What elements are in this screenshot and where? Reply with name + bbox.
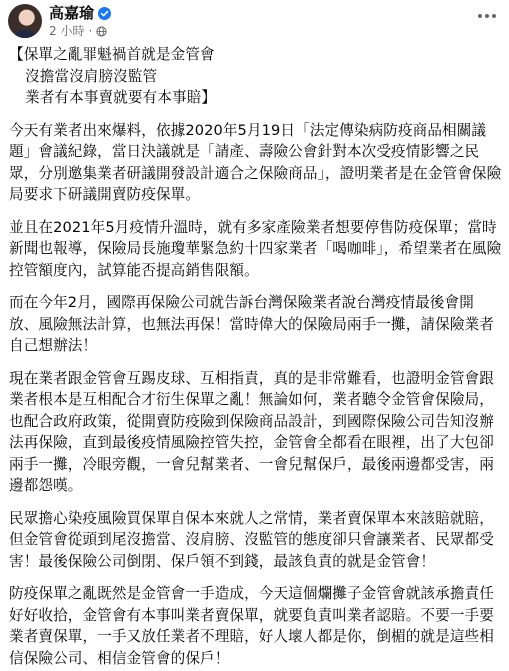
author-avatar[interactable] (8, 4, 42, 38)
post-paragraph: 並且在2021年5月疫情升溫時，就有多家產險業者想要停售防疫保單；當時新聞也報導，保險局長施瓊華緊急約十四家業者「喝咖啡」，希望業者在風險控管額度內，試算能否提高銷售限額。 (9, 218, 502, 279)
post-paragraph: 今天有業者出來爆料，依據2020年5月19日「法定傳染病防疫商品相關議題」會議紀錄，當日決議就是「請產、壽險公會針對本次受疫情影響之民眾，分別邀集業者研議開發設計適合之保險商品」，證明業者是在金管會保險局要求下研議開賣防疫保單。 (9, 121, 502, 203)
post-paragraph: 民眾擔心染疫風險買保單自保本來就人之常情，業者賣保單本來該賠就賠，但金管會從頭到尾沒擔當、沒肩膀、沒監管的態度卻只會讓業者、民眾都受害！最後保險公司倒閉、保戶領不到錢，最該負責的就是金管會！ (9, 509, 494, 570)
post-paragraph: 而在今年2月，國際再保險公司就告訴台灣保險業者說台灣疫情最後會開放、風險無法計算，也無法再保！當時偉大的保險局兩手一攤，請保險業者自己想辦法！ (9, 294, 494, 354)
author-row (49, 4, 111, 22)
post-timestamp[interactable]: 2 小時 (49, 24, 85, 38)
post-body (9, 44, 503, 669)
headline-line: 沒擔當沒肩膀沒監管 (25, 67, 158, 85)
more-options-icon[interactable] (475, 8, 499, 24)
post-header (0, 0, 509, 44)
post-headline (9, 44, 503, 109)
headline-line: 業者有本事賣就要有本事賠】 (25, 89, 217, 106)
verified-badge-icon (98, 7, 111, 20)
globe-icon[interactable] (96, 26, 107, 37)
author-name[interactable]: 高嘉瑜 (49, 4, 95, 22)
headline-line: 【保單之亂罪魁禍首就是金管會 (9, 46, 215, 63)
post-meta (49, 24, 107, 38)
post-paragraph: 防疫保單之亂既然是金管會一手造成，今天這個爛攤子金管會就該承擔責任好好收拾，金管會有本事叫業者賣保單，就要負責叫業者認賠。不要一手要業者賣保單，一手又放任業者不理賠，好人壞人都是你，倒楣的就是這些相信保險公司、相信金管會的保戶！ (9, 585, 494, 667)
post-paragraph: 現在業者跟金管會互踢皮球、互相指責，真的是非常難看，也證明金管會跟業者根本是互相配合才衍生保單之亂！無論如何，業者聽令金管會保險局，也配合政府政策，從開賣防疫險到保險商品設計，到國際保險公司告知沒辦法再保險，直到最後疫情風險控管失控，金管會全都看在眼裡，出了大包卻兩手一攤，冷眼旁觀，一會兒幫業者、一會兒幫保戶，最後兩邊都受害，兩邊都怨嘆。 (9, 369, 494, 494)
meta-separator: · (88, 24, 93, 38)
